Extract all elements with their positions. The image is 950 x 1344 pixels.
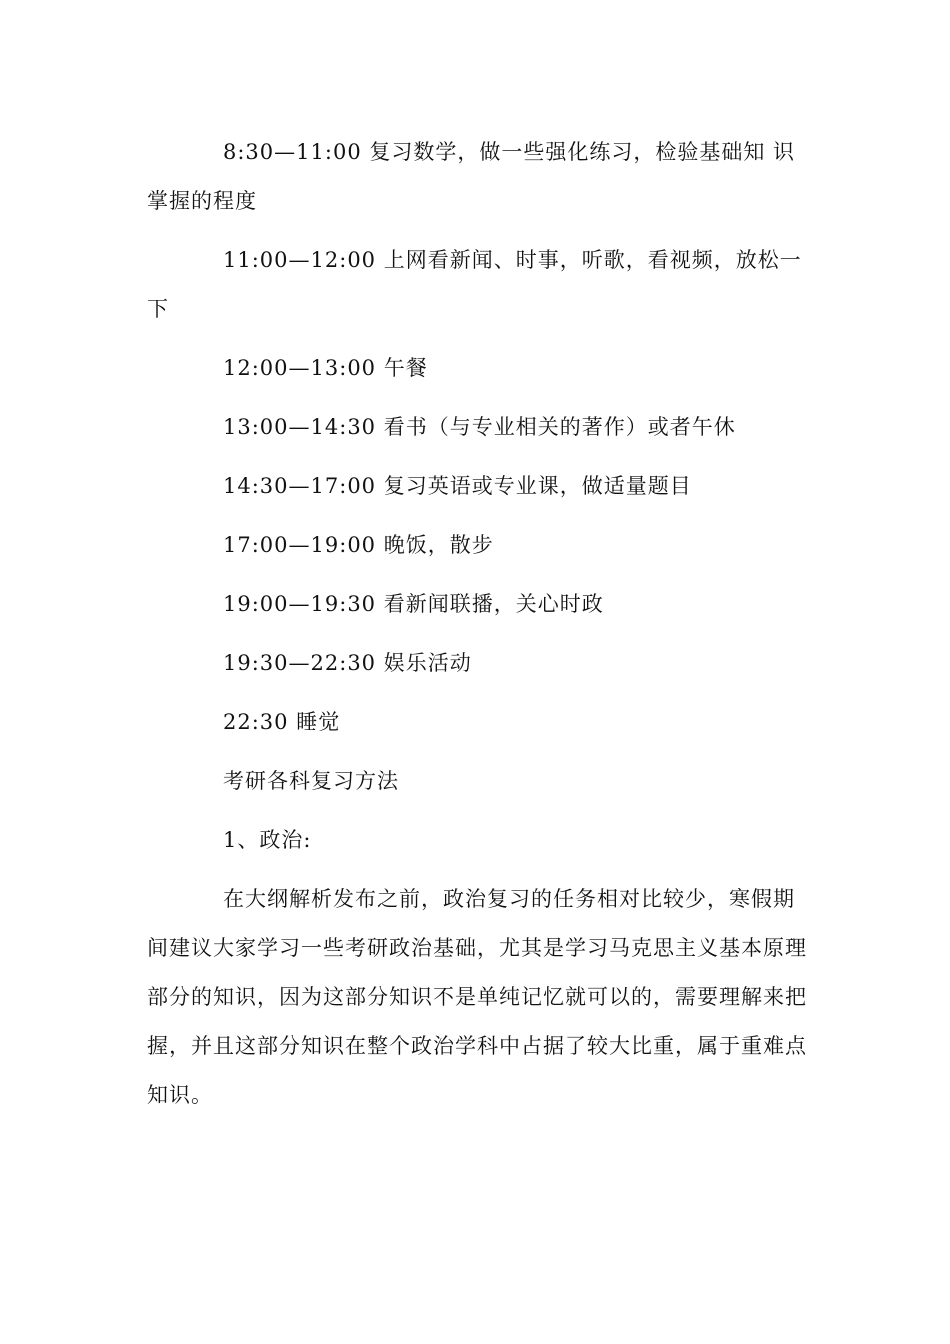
schedule-item-entertainment: 19:30—22:30 娱乐活动 <box>223 651 472 675</box>
section-heading: 考研各科复习方法 <box>223 769 399 793</box>
schedule-item-sleep: 22:30 睡觉 <box>223 710 341 734</box>
schedule-item-reading: 13:00—14:30 看书（与专业相关的著作）或者午休 <box>223 415 736 439</box>
schedule-item-news-broadcast: 19:00—19:30 看新闻联播，关心时政 <box>223 592 604 616</box>
schedule-item-news: 11:00—12:00 上网看新闻、时事，听歌，看视频，放松一下 <box>147 248 802 321</box>
schedule-item-lunch: 12:00—13:00 午餐 <box>223 356 428 380</box>
subsection-heading: 1、政治: <box>223 828 312 852</box>
schedule-item-english: 14:30—17:00 复习英语或专业课，做适量题目 <box>223 474 692 498</box>
schedule-item-math: 8:30—11:00 复习数学，做一些强化练习，检验基础知 识掌握的程度 <box>147 140 796 213</box>
body-paragraph: 在大纲解析发布之前，政治复习的任务相对比较少，寒假期间建议大家学习一些考研政治基础，尤其是学习马克思主义基本原理部分的知识，因为这部分知识不是单纯记忆就可以的，需要理解来把握，并且这部分知识在整个政治学科中占据了较大比重，属于重难点知识。 <box>147 887 807 1107</box>
document-body <box>147 128 807 1130</box>
schedule-item-dinner: 17:00—19:00 晚饭，散步 <box>223 533 494 557</box>
